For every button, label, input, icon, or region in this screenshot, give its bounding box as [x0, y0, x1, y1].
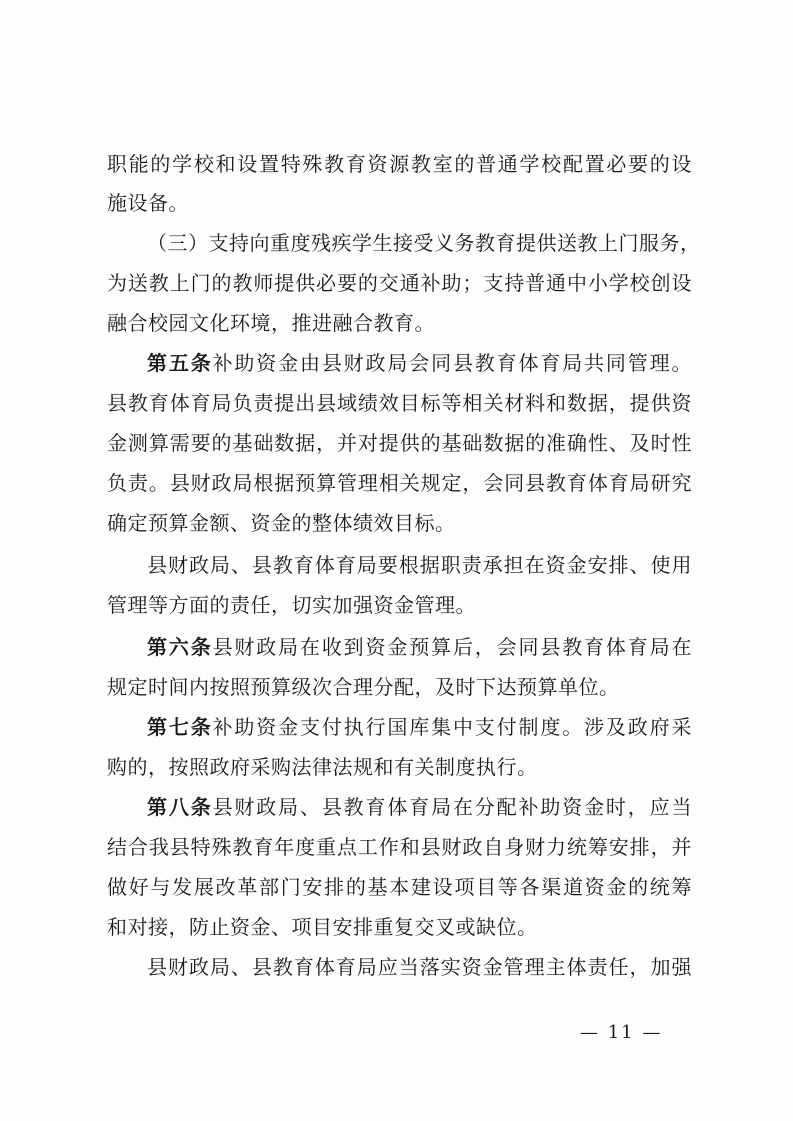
- paragraph-line: [107, 469, 692, 497]
- line-text: 做好与发展改革部门安排的基本建设项目等各渠道资金的统筹: [107, 875, 692, 899]
- line-text: （三）支持向重度残疾学生接受义务教育提供送教上门服务，: [147, 231, 701, 255]
- line-text: 县财政局、县教育体育局在分配补助资金时，应当: [212, 795, 692, 819]
- line-text: 县教育体育局负责提出县域绩效目标等相关材料和数据，提供资: [107, 391, 692, 415]
- line-text: 为送教上门的教师提供必要的交通补助；支持普通中小学校创设: [107, 271, 692, 295]
- paragraph-line: [107, 873, 692, 901]
- page-number: — 11 —: [580, 1022, 663, 1043]
- paragraph-line: [107, 429, 692, 457]
- line-text: 补助资金由县财政局会同县教育体育局共同管理。: [212, 351, 692, 375]
- paragraph-line: [107, 833, 692, 861]
- line-text: 金测算需要的基础数据，并对提供的基础数据的准确性、及时性: [107, 431, 692, 455]
- line-text: 结合我县特殊教育年度重点工作和县财政自身财力统筹安排，并: [107, 835, 692, 859]
- paragraph-line: [107, 269, 692, 297]
- line-text: 补助资金支付执行国库集中支付制度。涉及政府采: [212, 715, 692, 739]
- article-heading: 第七条: [147, 715, 213, 739]
- article-eight-line: [147, 793, 692, 821]
- paragraph-line: [147, 953, 692, 981]
- paragraph-line: [107, 673, 692, 701]
- line-text: 购的，按照政府采购法律法规和有关制度执行。: [107, 755, 538, 779]
- article-seven-line: [147, 713, 692, 741]
- line-text: 和对接，防止资金、项目安排重复交叉或缺位。: [107, 915, 538, 939]
- article-heading: 第八条: [147, 795, 213, 819]
- line-text: 负责。县财政局根据预算管理相关规定，会同县教育体育局研究: [107, 471, 692, 495]
- paragraph-line: [107, 309, 692, 337]
- line-text: 职能的学校和设置特殊教育资源教室的普通学校配置必要的设: [107, 152, 692, 176]
- line-text: 县财政局在收到资金预算后，会同县教育体育局在: [212, 635, 692, 659]
- paragraph-line: [107, 509, 692, 537]
- paragraph-line: [147, 229, 701, 257]
- paragraph-line: [107, 591, 692, 619]
- paragraph-line: [107, 150, 692, 178]
- paragraph-line: [107, 753, 692, 781]
- line-text: 规定时间内按照预算级次合理分配，及时下达预算单位。: [107, 675, 620, 699]
- paragraph-line: [107, 389, 692, 417]
- paragraph-line: [107, 189, 692, 217]
- line-text: 县财政局、县教育体育局要根据职责承担在资金安排、使用: [147, 553, 692, 577]
- paragraph-line: [147, 551, 692, 579]
- article-six-line: [147, 633, 692, 661]
- article-five-line: [147, 349, 692, 377]
- line-text: 融合校园文化环境，推进融合教育。: [107, 311, 435, 335]
- article-heading: 第六条: [147, 635, 213, 659]
- paragraph-line: [107, 913, 692, 941]
- article-heading: 第五条: [147, 351, 213, 375]
- line-text: 确定预算金额、资金的整体绩效目标。: [107, 511, 456, 535]
- line-text: 施设备。: [107, 191, 189, 215]
- line-text: 县财政局、县教育体育局应当落实资金管理主体责任，加强: [147, 955, 692, 979]
- line-text: 管理等方面的责任，切实加强资金管理。: [107, 593, 476, 617]
